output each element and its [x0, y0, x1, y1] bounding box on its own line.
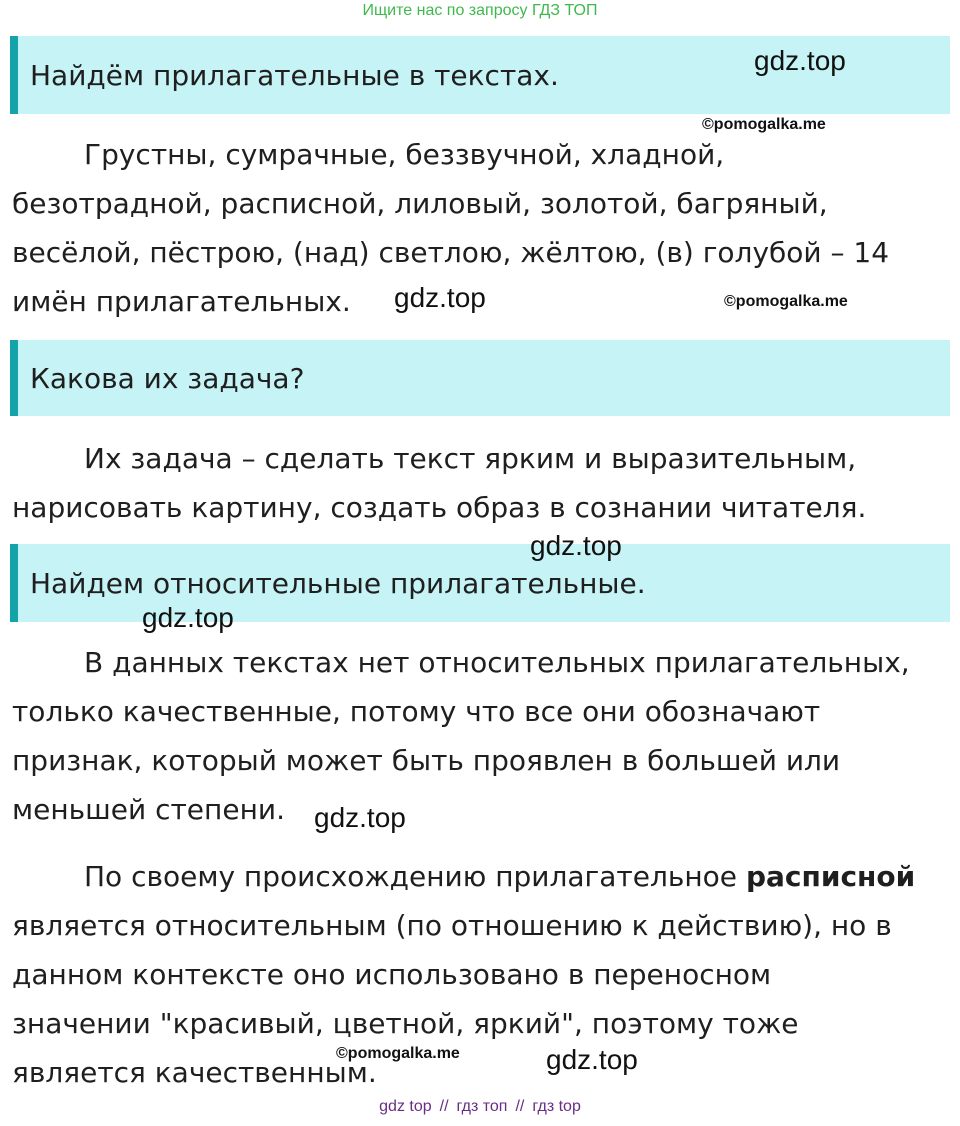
paragraph-task	[12, 434, 952, 532]
paragraph-line: В данных текстах нет относительных прилагательных,	[84, 646, 910, 679]
paragraph-line: безотрадной, расписной, лиловый, золотой, багряный,	[12, 187, 828, 220]
paragraph-line: меньшей степени.	[12, 793, 285, 826]
paragraph-line: Грустны, сумрачные, беззвучной, хладной,	[84, 138, 725, 171]
footer-separator: //	[515, 1098, 525, 1115]
paragraph-line: данном контексте оно использовано в переносном	[12, 958, 772, 991]
heading-text: Какова их задача?	[30, 361, 305, 395]
paragraph-line: весёлой, пёстрою, (над) светлою, жёлтою, (в) голубой – 14	[12, 236, 890, 269]
footer-link[interactable]: гдз топ	[456, 1098, 508, 1115]
section-heading-task	[10, 340, 950, 416]
paragraph-line: признак, который может быть проявлен в большей или	[12, 744, 841, 777]
footer-separator: //	[439, 1098, 449, 1115]
watermark-gdz: gdz.top	[142, 602, 234, 633]
footer-links	[0, 1098, 960, 1116]
watermark-gdz: gdz.top	[314, 802, 406, 833]
paragraph-line: является качественным.	[12, 1056, 377, 1089]
paragraph-line: нарисовать картину, создать образ в сознании читателя.	[12, 491, 867, 524]
paragraph-relative	[12, 638, 952, 834]
paragraph-line: Их задача – сделать текст ярким и выразительным,	[84, 442, 857, 475]
paragraph-raspisnoy	[12, 852, 952, 1097]
footer-link[interactable]: гдз top	[532, 1098, 581, 1115]
top-banner: Ищите нас по запросу ГДЗ ТОП	[362, 2, 598, 19]
paragraph-line-prefix: По своему происхождению прилагательное	[84, 860, 746, 893]
heading-text: Найдём прилагательные в текстах.	[30, 58, 559, 92]
watermark-gdz: gdz.top	[530, 530, 622, 561]
paragraph-line	[12, 852, 952, 901]
watermark-gdz: gdz.top	[394, 282, 486, 313]
highlighted-word: расписной	[745, 860, 916, 893]
footer-link[interactable]: gdz top	[379, 1098, 432, 1115]
watermark-pomogalka: ©pomogalka.me	[336, 1045, 460, 1062]
watermark-pomogalka: ©pomogalka.me	[702, 116, 826, 133]
paragraph-line: имён прилагательных.	[12, 285, 351, 318]
paragraph-line: значении "красивый, цветной, яркий", поэтому тоже	[12, 1007, 799, 1040]
watermark-gdz: gdz.top	[546, 1044, 638, 1075]
paragraph-line: является относительным (по отношению к действию), но в	[12, 909, 892, 942]
watermark-pomogalka: ©pomogalka.me	[724, 293, 848, 310]
watermark-gdz: gdz.top	[754, 45, 846, 76]
paragraph-line: только качественные, потому что все они обозначают	[12, 695, 821, 728]
heading-text: Найдем относительные прилагательные.	[30, 566, 646, 600]
